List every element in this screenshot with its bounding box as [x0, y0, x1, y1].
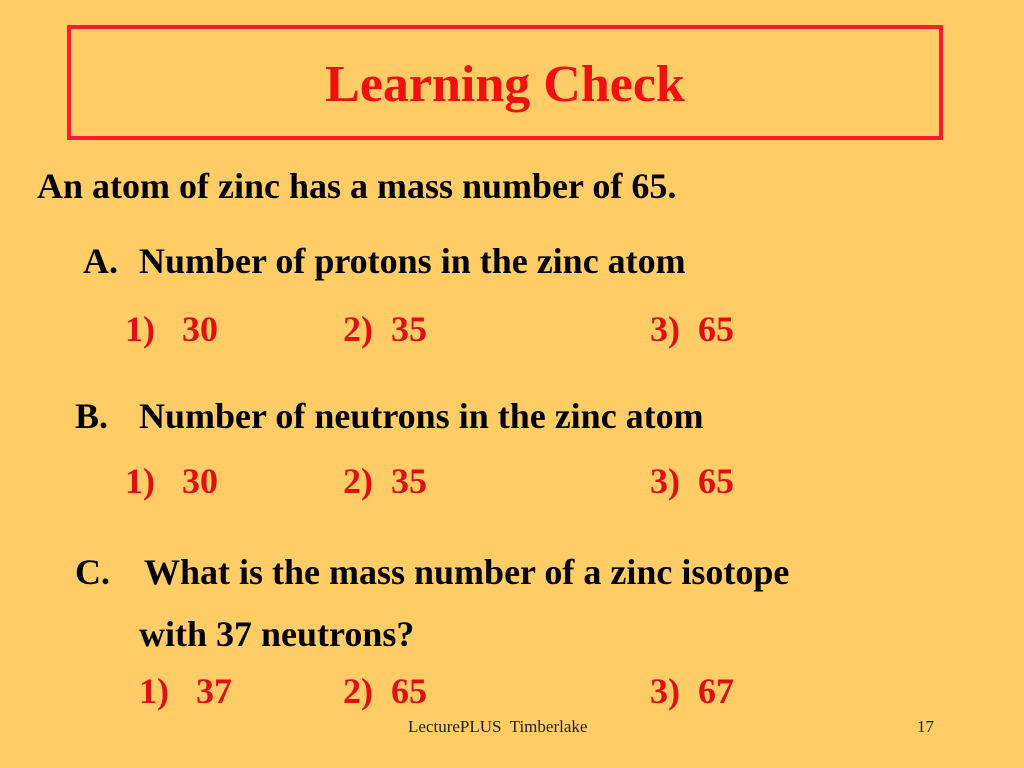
- question-a-text: Number of protons in the zinc atom: [139, 241, 686, 281]
- question-b-option-3: 3) 65: [650, 461, 734, 501]
- question-c-option-2: 2) 65: [343, 671, 427, 711]
- question-a-option-2: 2) 35: [343, 309, 427, 349]
- question-b-option-1: 1) 30: [125, 461, 218, 501]
- title-box: [67, 25, 943, 140]
- question-c-option-1: 1) 37: [139, 671, 232, 711]
- question-c-text-line1: What is the mass number of a zinc isotope: [144, 552, 790, 592]
- question-a-option-1: 1) 30: [125, 309, 218, 349]
- question-a-letter: A.: [83, 241, 118, 281]
- slide-title: Learning Check: [325, 56, 685, 113]
- question-c-option-3: 3) 67: [650, 671, 734, 711]
- question-b-option-2: 2) 35: [343, 461, 427, 501]
- question-c-text-line2: with 37 neutrons?: [139, 614, 415, 654]
- question-stem: An atom of zinc has a mass number of 65.: [37, 166, 677, 206]
- page-number: 17: [917, 717, 934, 736]
- question-b-text: Number of neutrons in the zinc atom: [139, 396, 704, 436]
- footer-credit: LecturePLUS Timberlake: [408, 717, 588, 736]
- question-b-letter: B.: [75, 396, 109, 436]
- question-c-letter: C.: [75, 552, 110, 592]
- question-a-option-3: 3) 65: [650, 309, 734, 349]
